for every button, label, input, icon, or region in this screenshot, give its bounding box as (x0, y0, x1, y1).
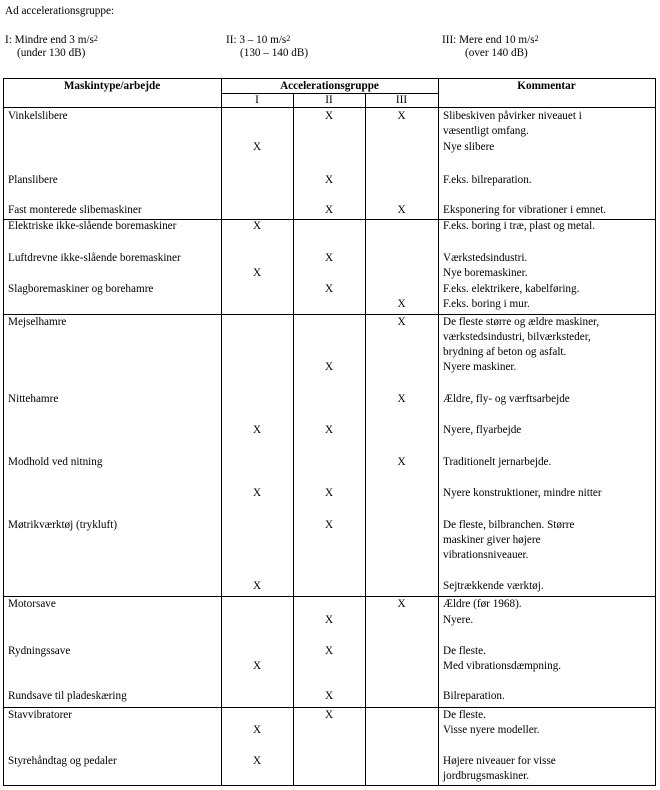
header-group-iii: III (395, 94, 408, 106)
table-bottom-border (3, 785, 656, 786)
group-i-mark: X (252, 267, 262, 279)
group-ii-mark: X (324, 690, 334, 702)
machine-cell: Mejselhamre (8, 316, 67, 328)
machine-cell: Slagboremaskiner og borehamre (8, 283, 154, 295)
intro-text: Ad accelerationsgruppe: (5, 5, 115, 17)
comment-cell: værkstedsindustri, bilværksteder, (443, 331, 591, 343)
header-group-i: I (255, 94, 259, 106)
group-i-mark: X (252, 724, 262, 736)
section-divider-4 (3, 707, 656, 708)
machine-cell: Elektriske ikke-slående boremaskiner (8, 220, 177, 232)
col-divider-ii (365, 93, 366, 786)
comment-cell: F.eks. bilreparation. (443, 174, 532, 186)
comment-cell: F.eks. boring i mur. (443, 298, 530, 310)
group-iii-mark: X (397, 598, 406, 610)
group-ii-mark: X (324, 110, 334, 122)
comment-cell: Værkstedsindustri. (443, 252, 528, 264)
comment-cell: vibrationsniveauer. (443, 549, 529, 561)
group-i-mark: X (252, 660, 262, 672)
group-iii-text: III: Mere end 10 m/s (442, 34, 535, 46)
comment-cell: De fleste større og ældre maskiner, (443, 316, 600, 328)
comment-cell: Med vibrationsdæmpning. (443, 660, 562, 672)
group-i-db: (under 130 dB) (17, 47, 86, 59)
group-i-text: I: Mindre end 3 m/s (5, 34, 94, 46)
group-ii-mark: X (324, 361, 334, 373)
comment-cell: Ældre, fly- og værftsarbejde (443, 393, 570, 405)
group-ii-mark: X (324, 424, 334, 436)
group-i-mark: X (252, 487, 262, 499)
group-ii-mark: X (324, 645, 334, 657)
group-ii-mark: X (324, 174, 334, 186)
group-ii-sup: 2 (286, 34, 291, 43)
machine-cell: Møtrikværktøj (trykluft) (8, 519, 118, 531)
group-iii-mark: X (397, 204, 406, 216)
group-ii-mark: X (324, 709, 334, 721)
comment-cell: F.eks. elektrikere, kabelføring. (443, 283, 580, 295)
comment-cell: Nyere, flyarbejde (443, 424, 522, 436)
machine-cell: Rydningssave (8, 645, 71, 657)
comment-cell: Højere niveauer for visse (443, 755, 556, 767)
machine-cell: Fast monterede slibemaskiner (8, 204, 142, 216)
comment-cell: Sejtrækkende værktøj. (443, 580, 544, 592)
machine-cell: Nittehamre (8, 393, 59, 405)
group-ii-label (226, 34, 290, 47)
group-iii-mark: X (397, 110, 406, 122)
group-i-mark: X (252, 141, 262, 153)
comment-cell: Slibeskiven påvirker niveauet i (443, 110, 582, 122)
machine-cell: Luftdrevne ikke-slående boremaskiner (8, 252, 181, 264)
group-i-mark: X (252, 220, 262, 232)
group-ii-mark: X (324, 252, 334, 264)
table-top-border (3, 78, 656, 79)
group-iii-mark: X (397, 316, 406, 328)
table-left-border (3, 78, 4, 786)
comment-cell: maskiner giver højere (443, 534, 541, 546)
header-machine: Maskintype/arbejde (63, 80, 161, 92)
header-group-ii: II (325, 94, 333, 106)
comment-cell: Nye slibere (443, 141, 495, 153)
comment-cell: Traditionelt jernarbejde. (443, 456, 552, 468)
group-ii-mark: X (324, 487, 334, 499)
group-i-mark: X (252, 755, 262, 767)
col-divider-comment (438, 78, 439, 786)
machine-cell: Vinkelslibere (8, 110, 68, 122)
comment-cell: Eksponering for vibrationer i emnet. (443, 204, 607, 216)
machine-cell: Styrehåndtag og pedaler (8, 755, 117, 767)
machine-cell: Modhold ved nitning (8, 456, 103, 468)
group-ii-db: (130 – 140 dB) (240, 47, 309, 59)
machine-cell: Motorsave (8, 598, 56, 610)
comment-cell: væsentligt omfang. (443, 125, 529, 137)
group-i-label (5, 34, 98, 47)
comment-cell: Visse nyere modeller. (443, 724, 540, 736)
comment-cell: De fleste. (443, 645, 486, 657)
machine-cell: Rundsave til pladeskæring (8, 690, 127, 702)
group-ii-mark: X (324, 614, 334, 626)
header-bottom-border (3, 107, 656, 108)
group-iii-label (442, 34, 539, 47)
comment-cell: Nyere konstruktioner, mindre nitter (443, 487, 602, 499)
comment-cell: Nye boremaskiner. (443, 267, 528, 279)
group-iii-mark: X (397, 456, 406, 468)
group-ii-text: II: 3 – 10 m/s (226, 34, 287, 46)
group-iii-db: (over 140 dB) (465, 47, 528, 59)
group-iii-mark: X (397, 298, 406, 310)
comment-cell: De fleste. (443, 709, 486, 721)
group-i-mark: X (252, 580, 262, 592)
table-right-border (655, 78, 656, 786)
comment-cell: Nyere maskiner. (443, 361, 517, 373)
comment-cell: F.eks. boring i træ, plast og metal. (443, 220, 595, 232)
comment-cell: Bilreparation. (443, 690, 505, 702)
group-ii-mark: X (324, 204, 334, 216)
comment-cell: Ældre (før 1968). (443, 598, 522, 610)
header-comment: Kommentar (517, 80, 576, 92)
group-iii-mark: X (397, 393, 406, 405)
group-ii-mark: X (324, 283, 334, 295)
comment-cell: Nyere. (443, 614, 474, 626)
group-i-mark: X (252, 424, 262, 436)
section-divider-3 (3, 596, 656, 597)
header-accel: Accelerationsgruppe (280, 80, 379, 92)
group-iii-sup: 2 (534, 34, 539, 43)
comment-cell: jordbrugsmaskiner. (443, 770, 530, 782)
comment-cell: brydning af beton og asfalt. (443, 346, 567, 358)
section-divider-2 (3, 314, 656, 315)
group-i-sup: 2 (93, 34, 98, 43)
comment-cell: De fleste, bilbranchen. Større (443, 519, 575, 531)
machine-cell: Planslibere (8, 174, 58, 186)
machine-cell: Stavvibratorer (8, 709, 72, 721)
group-ii-mark: X (324, 519, 334, 531)
col-divider-i (293, 93, 294, 786)
